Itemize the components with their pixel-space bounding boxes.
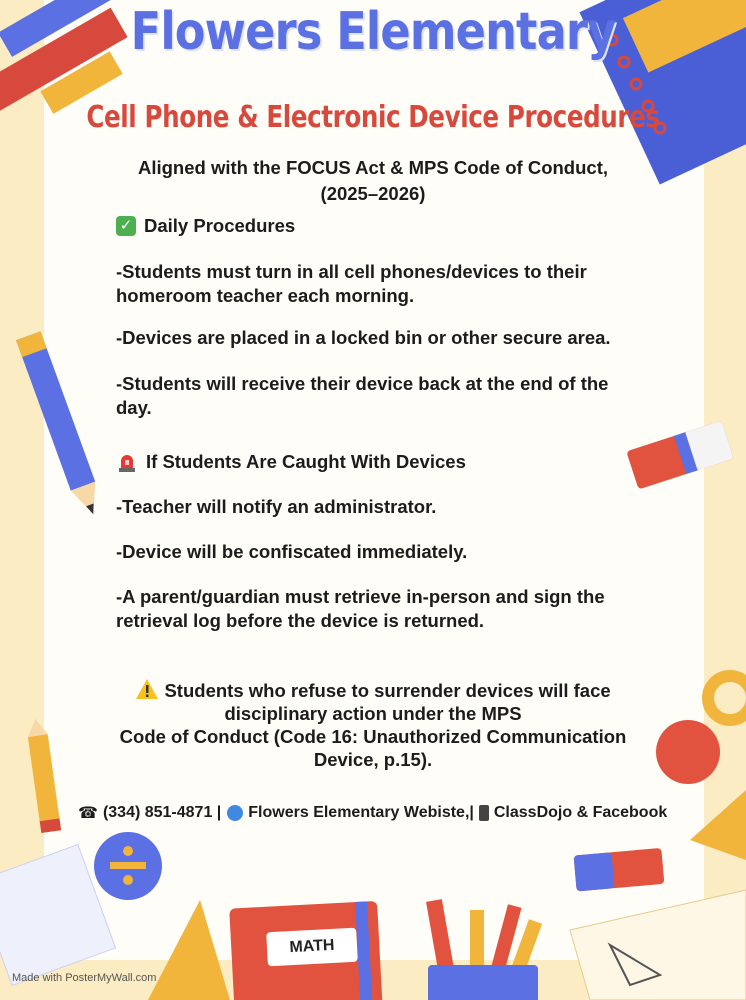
social-text: ClassDojo & Facebook bbox=[493, 804, 668, 821]
contact-line bbox=[78, 803, 688, 823]
phone-icon: ☎ bbox=[78, 805, 98, 822]
made-with-credit: Made with PosterMyWall.com bbox=[12, 972, 157, 984]
daily-item-3: -Students will receive their device back at the end of the day. bbox=[116, 373, 609, 418]
caught-heading bbox=[116, 450, 646, 474]
triangle-ruler-illustration bbox=[148, 900, 230, 1000]
red-circle-illustration bbox=[656, 720, 720, 784]
divide-sign-illustration bbox=[94, 832, 162, 900]
daily-heading-text: Daily Procedures bbox=[144, 215, 296, 236]
caught-item-2: -Device will be confiscated immediately. bbox=[116, 541, 468, 562]
globe-icon bbox=[227, 805, 243, 821]
math-book-label: MATH bbox=[266, 928, 358, 967]
warning-line-1-text: Students who refuse to surrender devices will face bbox=[164, 680, 611, 701]
yellow-ring-illustration bbox=[708, 676, 746, 720]
warning-line-3: Code of Conduct (Code 16: Unauthorized Communication bbox=[119, 726, 627, 747]
warning-line-2: disciplinary action under the MPS bbox=[224, 703, 522, 724]
warning-notice bbox=[100, 678, 646, 771]
daily-procedures-heading bbox=[116, 214, 646, 238]
open-book-illustration bbox=[570, 890, 746, 1000]
page-subtitle: Cell Phone & Electronic Device Procedures bbox=[86, 100, 660, 135]
blue-pencil-illustration bbox=[16, 331, 105, 518]
alignment-line-2: (2025–2026) bbox=[320, 183, 426, 204]
pink-eraser-illustration bbox=[574, 848, 665, 892]
pencil-cup-illustration bbox=[426, 899, 542, 1000]
mobile-phone-icon bbox=[479, 805, 489, 821]
caught-item-1: -Teacher will notify an administrator. bbox=[116, 496, 437, 517]
warning-line-1 bbox=[100, 678, 646, 702]
warning-icon bbox=[135, 678, 159, 700]
alignment-note bbox=[100, 155, 646, 207]
phone-number: (334) 851-4871 | bbox=[102, 804, 222, 821]
ruler-triangle-illustration bbox=[690, 790, 746, 860]
caught-heading-text: If Students Are Caught With Devices bbox=[146, 451, 466, 472]
alignment-line-1: Aligned with the FOCUS Act & MPS Code of Conduct, bbox=[137, 157, 608, 178]
warning-line-4: Device, p.15). bbox=[313, 749, 433, 770]
daily-item-2: -Devices are placed in a locked bin or other secure area. bbox=[116, 327, 611, 348]
siren-icon bbox=[116, 451, 138, 473]
website-text: Flowers Elementary Webiste,| bbox=[248, 804, 474, 821]
yellow-pencil-illustration bbox=[25, 717, 61, 833]
caught-item-3: -A parent/guardian must retrieve in-person and sign the retrieval log before the device is returned. bbox=[116, 586, 605, 631]
daily-item-1: -Students must turn in all cell phones/devices to their homeroom teacher each morning. bbox=[116, 261, 587, 306]
check-mark-icon: ✓ bbox=[116, 216, 136, 236]
page-title: Flowers Elementary bbox=[130, 2, 616, 62]
